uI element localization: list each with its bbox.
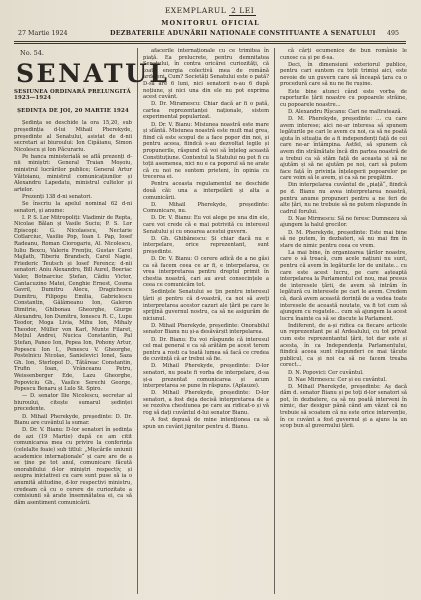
paragraph: Indiferent, de a-și ridica ca fiecare articole un reprezentant pe al Ardealului, cu tot privat cum este reprezentantul țării, tot dar este și acesta, în ca Independența Parlamentului, fiindcă aceea sunt răspunderi ce mai tăcute publicul, ca și noi ca să ne facem treaba corect... [280, 322, 407, 369]
column-divider [274, 48, 275, 594]
paragraph: afacerile internaționale cu ce trimitea în piață. Ea prelucrete, pentru demnitatea Senatului, în contra oricărei curiozități, că toată energia colectivă mea de română ardeleni. Cum? Societăți Senatului este o pată? D-sa are 6 luni, nici senatorii n-au 6 după noțiune, și nici una din ele nu pot exprima acest cuvânt. [143, 48, 269, 101]
copy-label: EXEMPLARUL [164, 6, 227, 15]
column-3 [280, 48, 407, 596]
issue-date: 27 Martie 1924 [18, 30, 68, 37]
paragraph: D. Mihail Pherekyde, președinte: D-lor senatori, a fost deja decisă interpretarea de a se rezolva chestiunea pe care au ridicat-o și vă rog să dați cuvântul d-lui senator Bianu. [143, 390, 269, 417]
header-rule [14, 41, 406, 42]
paragraph: Se înscriu la apelul nominal 62 d-ni senatori, și anume: [14, 201, 132, 214]
paragraph: D. M. Pherekyde, președinte: ... cu care avem interese; aici ne-ar interesa să spunem legăturile pe cari le avem cu noi, ca să ne poată ajuta în situația de a fi independenți față de cei care ne-ar întâmpina. Astfel, să spunem că avem din străinătate încă din partea noastră de a trebui ca să stăm față de aceasta și să ne ajutăm și să ne ajutăm pe noi, cari să putem face față în privința înțelegerii popoarelor pe care voim să le avem, și ca să ne pregătim. [280, 115, 407, 182]
debates-title: DEZBATERILE ADUNĂRII NAȚIONALE CONSTITUANTE A SENATULUI [110, 30, 376, 37]
gazette-title: MONITORUL OFICIAL [161, 19, 260, 27]
paragraph: D. N. Popovici: Cer cuvântul. [288, 369, 364, 376]
column-2 [143, 48, 269, 596]
paragraph: D. Dr. Miramescu: Chiar dacă ar fi o pată, cartea reprezentanței naționale, sistem experimental popularizat. [143, 101, 269, 121]
issue-number: No. 54. [20, 49, 44, 57]
paragraph: D. Nae Mirmescu: Să ne feresc Dumnezeu să ajungem la halul grecilor. [280, 215, 407, 229]
paragraph: D. Dr. V. Bianu: Eu voi alege pe una din ele, care voi crede că e mai potrivită cu interesul Senatului și cu onoarea acestui guvern. [143, 215, 269, 235]
paragraph: D. Dr. V. Bianu: Misiunea noastră este mare și sfântă. Misiunea noastră este mult mai grea, fiind că este scopul de a face popor din noi, și pentru aceea, fiindcă s-au dezvoltat legile și propunerile, răspund că voi să înțeleg această Constituțiune. Contextul la Statului nu pot fi cu toții asemenea, nici nu e ca poporul să ne arate că cu noi ne suntem prieteni, în opinia cu trecerea ei. [143, 121, 269, 181]
header-rule-double [14, 43, 406, 44]
paragraph: — D. senator Ilie Nicolescu, secretar al biuroului, citește sumarul ședinței precedente. [14, 393, 132, 413]
paragraph: D. Alexandru Rîșcanu: Cari ne maltratează. [288, 108, 403, 115]
column-divider [137, 48, 138, 594]
paragraph: D. Dr. Bianu: Eu voi răspunde că interesul cel mai general e ca să arătăm pe acest terem pentru a rosti ca toată lumea să facă ce credea de cuviință că ar trebui să fie. [143, 336, 269, 363]
paragraph: D. Mihail Pherekyde, președinte: Comunicare, nu. [143, 201, 269, 215]
paragraph: D. Gh. Ghibănescu: Și chiar dacă nu e interpelare, orice reprezentant, sunt președinte. [143, 235, 269, 255]
paragraph: Prezenți 138 d-ni senatori. [22, 193, 93, 200]
paragraph: Sedințele Senatului se țin pentru interesul țării și pentru că d-voastră, ca noi să aveți interpretarea acestor cazuri ale țării pe care le sprijină guvernul nostru, ca să ne asigurăm de niciunul. [143, 289, 269, 322]
paragraph: D. Mihail Pherekyde, președinte: D-lor senatori, nu poate fi vorba de interpelare, d-sa și-a prezentat comunicarea și acum interpretarea se pune în răspuns. (Aplauze). [143, 363, 269, 390]
paragraph: I. P. S. Lor Mitropoliți: Vladimir de Repta, Nicolae Bălan și Vasile Suciu; P. S. Lor Episcopi: G. Nicolaescu, Nectarie Cotlarciuc, Vasilie Pop, Ioan I. Pap, Iosef Radeanu, Roman Ciorogariu, Al. Nicolescu, Iuliu Bexcu, Valeriu Frențiu, Gustav Carol Majlath, Tiberiu Brandsch, Carol Nagie, Friederic Teutsch și Iosef Ferencz; d-nii senatori: Aniu Alexandru, Bill Aurel, Boeriac Valer, Botnarciuc Ștefan, Cădiu Victor, Cantacuzino Matei, Cenghie Ernest, Cosma Gavril, Dumitru Alecu, Dragichescu Dumitru, Filipopu Emilia, Gabrielescu Constantin, Gâlâmeanu Ion, Galeron Dimitrie, Ghibonau Gheorghe, Giurge Alexandru, Ion Dumitru, Ionescu R. C., Lupu Teodor, Moga Livia, Mihu Ion, Mihaly Theodor, Müller von Karl, Munte Filaret, Moțiul Andrei, Nucica Constantin, Pal Ștefan, Paneo Ion, Pepea Ion, Pohony Artur, Popescu Ion I., Penescu V. Gheorghe, Postelnicu Nicolae, Sanielevici Ionel, Saza Gh. Ion, Sterlopol D., Tătăreac Constantin, Trufin Ioan, Vrânceanu Petru, Weissenberger Ede, Lazu Gheorghe, Popoviciu Gh., Vasilce Serechi George, Popescu Benaru și Lulo St. Spiro. [14, 214, 132, 393]
session-title: SESIUNEA ORDINARĂ PRELUNGITĂ 1923—1924 [14, 88, 131, 102]
paragraph: că cărți ecumenice de bun românie le cunosc ca și pe d-sa. [280, 48, 407, 61]
paragraph: D. Mihail Pherekyde, președinte: D. Dr. Bianu are cuvântul la sumar. [14, 413, 132, 427]
paragraph: D. Nae Mirmescu: Cer și eu cuvântul. [288, 376, 387, 383]
paragraph: Deci, în dimensiuni exteriorul publice, pentru cari suntem cu toții trimiși aici, este nevoie de un guvern care să înceapă țara cu o procedură care să nu ne fie rușine. [280, 61, 407, 88]
page-number: 495 [386, 30, 399, 37]
paragraph: A fost depusă de mine intenționea ca să spun un cuvânt jignitor pentru d. Bianu. [143, 417, 269, 430]
paragraph: D. M. Pherekyde, președinte: Este mai bine să ne putem, în dezbateri, să nu mai fim în stare de nimic pentru ceea ce vrem. [280, 229, 407, 249]
copy-price-note [0, 6, 421, 15]
paragraph: D. Dr. V. Bianu: D-lor senatori în ședința de azi (19 Martie) după ce am citit comunicarea mea cu privire la conferința (celelalte foaie) sub titlul: „Mișcările uniunii academice internaționale“ și care are de a se ține pe tot anul, comunicare făcută onorabilului d-lor miniștri respectiv, și asupra iniciativei cu care sunt puse să ia o anumită atitudine, d-lor respectivi ministru, credeam că cu o cerere de curiozitate a comisiunii să arate însemnătatea ei, ca să dăm asentiment comunicării. [14, 427, 132, 506]
paragraph: Pe banca ministerială se află prezenți d-nii miniștri: General Traian Moșoiu, ministrul lucrărilor publice; General Artur Văitoianu, ministrul comunicațiunilor și Alexandru Lapedatu, ministrul cultelor și artelor. [14, 153, 132, 193]
paragraph: Pentru aceasta regulamentul ne deschide două căi: una a interpelării și alta a comunicării. [143, 181, 269, 201]
copy-price: 2 LEI [231, 6, 255, 15]
column-1 [14, 48, 170, 596]
paragraph: La mai bine, în organizarea țărilor noastre, care o să treacă, cum acele națiuni nu sunt, pentru că avem în legăturile lor de unitate... cu care este acest lucru, pe care așteaptă interpelarea la Parlamentul cel nou, mai presus de interesele țării, de avem să intrăm în legătură cu interesele pe cari le avem. Credem că, dacă avem această dorință de a vedea toate interesele de această noutate, va fi tot cum să ajungem cu regatele... cum să ajungem la acest lucru înainte ca să se discute la Parlament. [280, 249, 407, 322]
paragraph: Ședința se deschide la ora 15,20, sub președinția d-lui Mihail Pherekyde, președinte al Senatului, asistat de d-nii secretari ai biuroului: Ion Cipăianu, Simon Nicolescu și Ion Păcurariu. [14, 120, 132, 153]
paragraph: D. Mihail Pherekyde, președinte: Onorabilul senator Bianu nu și-a desăvârșit interpelarea. [143, 322, 269, 336]
running-header [10, 30, 411, 40]
paragraph: Din interpelarea cuvântul de „piață“, fiindcă pe d. Bianu nu avea interpretarea noastră, pentru anume propuneri pentru a ne feri de alte țări, nu ne trebuie să ne putem răspunde în cadrul forului. [280, 182, 407, 215]
masthead-title: SENATUL [16, 58, 170, 88]
meeting-title: ȘEDINȚA DE JOI, 20 MARTIE 1924 [17, 107, 129, 114]
paragraph: D. Mihail Pherekyde, președinte: Aș dacă dăm d. senator Bianu și pe toți d-lor senatori să pot, în dezbatere, ca să nu poată interveni în nimic, dar desigur până când am văzut că nu trebuie să scoatem că nu este orice intervenție, în ce cuvânt a fost guvernul și a ajuns la un scop bun al guvernului țării. [280, 383, 407, 430]
paragraph: Este bine atunci când este vorba de raporturile țării noastre cu popoarele străine, cu popoarele noastre... [280, 88, 407, 108]
paragraph: D. Dr. V. Bianu: O cerere adică de a ne găsi ca să facem ceea ce ar fi, e interpelarea, ce vrea interpretarea pentru dreptul primit în chestia noastră, cari au avut consecințele a ceea ce comunicăm tot. [143, 255, 269, 289]
